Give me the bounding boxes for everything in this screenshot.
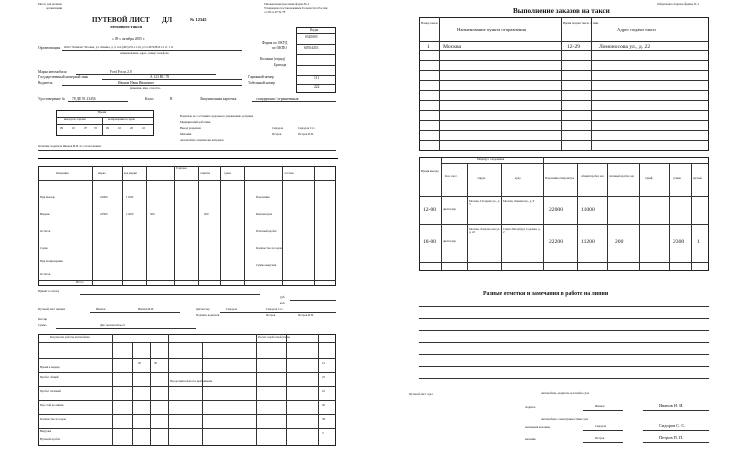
driver-value: Иванов Иван Иванович xyxy=(118,81,154,85)
waybill-back-page xyxy=(395,0,750,454)
route-row-2-odometer: 22200 xyxy=(549,239,563,245)
work-time-departure: выезда из гаража xyxy=(64,117,86,121)
signoff-label-1: подпись xyxy=(525,405,536,409)
route-row-1-km: 11000 xyxy=(581,207,595,213)
tariff-label-1: Показания xyxy=(256,195,270,199)
marks-title: Разные отметки и замечания в работе на линии xyxy=(483,291,609,297)
signoff-block-2: Автомобиль с неисправностями сдал xyxy=(541,417,589,421)
form-approval-label: Утверждена постановлением Госкомстата России xyxy=(264,6,328,10)
form-reference: Оборотная сторона формы № 4 xyxy=(657,2,699,6)
order-row-1-time: 12-29 xyxy=(567,44,581,50)
plate-value: А 123 ВС 78 xyxy=(150,75,170,79)
card-label: Лицензионная карточка xyxy=(200,97,237,101)
route-col-odometer: Показания спидометра xyxy=(545,176,575,180)
orders-title: Выполнение заказов на такси xyxy=(513,7,610,15)
work-time-v5: 09 xyxy=(106,126,109,130)
card-value: стандартная / ограниченная xyxy=(256,97,299,101)
signoff-name-2: Сидоров xyxy=(595,424,607,428)
okud-value: 0345003 xyxy=(305,35,318,39)
route-row-1-to: Москва, Ленина пр., д. 9 xyxy=(503,199,535,203)
orders-col-number: Номер заказа xyxy=(421,21,438,25)
closing-name-1: Иванов xyxy=(96,307,106,311)
fuel-value-2: 11100 xyxy=(126,195,134,199)
work-time-header: Время xyxy=(98,110,107,114)
route-row-1-from: Москва, Гагарина ул., д. 3 xyxy=(469,199,500,207)
fuel-value-5: 500 xyxy=(150,212,155,216)
orders-col-address: Адрес подачи такси xyxy=(617,27,656,32)
driver-hint: фамилия, имя, отчество xyxy=(130,86,161,90)
cashier-label: Кассир xyxy=(38,317,48,321)
results-row-7: Нулевой пробег xyxy=(40,437,61,441)
plate-label: Государственный номерной знак xyxy=(38,75,89,79)
totals-label: Итого xyxy=(76,280,84,284)
signoff-full-3: Петров П. П. xyxy=(659,435,684,440)
signoff-left-label: Путевой лист сдал xyxy=(409,392,433,396)
fuel-col-fuel: Горючее xyxy=(176,166,187,170)
okpo-value: 60554453 xyxy=(304,46,319,50)
route-col-from: откуда xyxy=(477,176,486,180)
car-brand-value: Ford Focus 2.0 xyxy=(110,70,132,74)
results-row-4: Простой на линии xyxy=(40,403,64,407)
accepted-label: Принят к оплате xyxy=(38,289,60,293)
medical-line-3: Выезд разрешен xyxy=(180,126,201,130)
work-time-v8: 10 xyxy=(142,126,145,130)
route-col-passengers: Кол. пасс. xyxy=(445,174,458,178)
signature-4: Петров П.П. xyxy=(298,132,314,136)
amount-value: Две тысячи пятьсот xyxy=(100,323,126,327)
organization-label: Организация xyxy=(38,45,61,50)
sum-kop-label: коп. xyxy=(280,301,286,305)
amount-label: Сумма xyxy=(38,323,47,327)
route-table xyxy=(419,157,709,271)
results-value-8: 30 xyxy=(154,361,157,365)
results-row-1: Время в наряде xyxy=(40,365,60,369)
fuel-col-code: код марки xyxy=(124,171,137,175)
stamp-place-label: Место для штампа xyxy=(38,2,62,6)
route-col-route: Маршрут следования xyxy=(477,157,505,161)
fuel-value-1: 22000 xyxy=(100,195,108,199)
order-row-1-address: Ломоносова ул., д. 22 xyxy=(599,44,651,50)
tab-number-label: Табельный номер xyxy=(248,81,275,85)
signature-1: Сидоров xyxy=(272,126,284,130)
column-label: Колонна (отряд) xyxy=(260,57,285,61)
order-row-1-number: 1 xyxy=(427,44,430,50)
codes-header: Коды xyxy=(310,28,319,32)
document-series: ДЛ xyxy=(162,16,173,24)
signoff-block-1: Автомобиль, водитель и пломбы сдал xyxy=(541,391,590,395)
tariff-label-5: Сумма выручки xyxy=(256,263,277,267)
fuel-col-mark: отметка xyxy=(200,171,211,175)
results-value-7: 20 xyxy=(138,361,141,365)
results-row-5: Количество посадок xyxy=(40,417,66,421)
orders-col-time: Время подачи такси, ч. мин. xyxy=(563,21,599,25)
closing-name-4: Сидоров С.С. xyxy=(266,307,284,311)
signoff-name-1: Иванов xyxy=(595,404,605,408)
tariff-label-3: Платный пробег xyxy=(256,229,277,233)
fuel-row-6: Остаток xyxy=(40,272,51,276)
closing-dispatcher-label: Диспетчер xyxy=(196,307,210,311)
fuel-col-brand: марка xyxy=(98,171,106,175)
work-time-v1: 09 xyxy=(60,126,63,130)
results-value-3: 10 xyxy=(322,389,325,393)
salary-header: Расчет заработной платы xyxy=(258,335,290,339)
results-value-4: 20 xyxy=(322,403,325,407)
class-label: Класс xyxy=(145,97,154,101)
garage-number-value: 111 xyxy=(314,76,320,80)
route-col-tariff: тариф xyxy=(645,176,653,180)
organization-value: ООО "Клинаж" Москва, ул. Ленина, д. 3, тел.(495)155-11-10, р/сч 40702810 12 11 1 11 xyxy=(64,45,174,49)
fuel-col-operation: Операция xyxy=(56,171,69,175)
garage-number-label: Гаражный номер xyxy=(248,75,274,79)
fuel-row-4: Сдано xyxy=(40,246,48,250)
results-row-2: Пробег общий xyxy=(40,375,59,379)
driver-signature-label: Подпись водителя xyxy=(196,313,220,317)
form-approval-date: от 28.11.97 № 78 xyxy=(264,10,286,14)
route-row-2-km: 11200 xyxy=(581,239,595,245)
sum-rub-label: руб. xyxy=(280,295,286,299)
route-col-time: Время выезда xyxy=(421,169,439,173)
signoff-full-1: Иванов И. И. xyxy=(659,403,684,408)
results-row-3: Пробег платный xyxy=(40,389,61,393)
closing-name-2: Иванов И.И. xyxy=(138,307,154,311)
work-time-v7: 20 xyxy=(130,126,133,130)
work-time-v6: 10 xyxy=(118,126,121,130)
class-value: B xyxy=(170,97,173,101)
document-date: « 09 » октября 2005 г. xyxy=(112,37,145,41)
results-value-2: 25 xyxy=(322,375,325,379)
results-row-6: Выручка xyxy=(40,429,52,433)
closing-accepted-label: Путевой лист принял xyxy=(38,307,66,311)
fuel-value-4: 11200 xyxy=(126,212,134,216)
results-table xyxy=(38,334,336,446)
dispatcher-line: Отметки: водитель Иванов И.И. по согласованию xyxy=(38,144,102,148)
okpo-label: по ОКПО xyxy=(272,46,287,50)
results-value-6: 3 xyxy=(322,431,324,435)
driver-label: Водитель xyxy=(38,81,53,85)
license-value: 78 ДЕ 91 23456 xyxy=(72,97,96,101)
form-type-label: Типовая межотраслевая форма № 4 xyxy=(264,2,310,6)
medical-line-5: Автомобиль технически исправен xyxy=(180,138,224,142)
medical-line-2: Медицинский работник xyxy=(180,120,211,124)
signoff-full-2: Сидоров С. С. xyxy=(659,423,686,428)
work-time-return: возвращения в гараж xyxy=(108,117,135,121)
results-sub: Продолжительность пребывания xyxy=(170,379,212,383)
results-value-1: 12 xyxy=(322,361,325,365)
document-subtitle: легкового такси xyxy=(110,24,142,29)
fuel-value-6: 200 xyxy=(204,212,209,216)
medical-line-4: Механик xyxy=(180,132,192,136)
signoff-name-3: Петров xyxy=(595,436,605,440)
fuel-col-rest: остаток xyxy=(284,171,294,175)
document-title: ПУТЕВОЙ ЛИСТ xyxy=(92,16,150,24)
brigade-label: Бригада xyxy=(274,63,287,67)
work-time-v2: 10 xyxy=(72,126,75,130)
tab-number-value: 222 xyxy=(314,85,320,89)
route-col-to: куда xyxy=(515,176,521,180)
route-col-total-km: общий пробег, км xyxy=(581,174,604,178)
results-header: Результаты работы автомобиля xyxy=(50,335,90,339)
route-row-2-sum: 2300 xyxy=(673,239,685,245)
route-row-2-from: Москва, Ломоносова ул., д. 22 xyxy=(469,227,501,235)
route-row-1-odometer: 22000 xyxy=(549,207,563,213)
route-col-other: прочие xyxy=(693,176,702,180)
fuel-row-1: При выезде xyxy=(40,195,55,199)
fuel-row-3: Остаток xyxy=(40,229,51,233)
route-row-2-to: Санкт-Петербург, Садовая, д. 2 xyxy=(503,227,541,235)
route-col-paid-km: платный пробег, км xyxy=(609,174,634,178)
route-row-1-time: 12-00 xyxy=(423,207,437,213)
organization-hint: наименование, адрес, номер телефона xyxy=(120,51,169,55)
closing-name-6: Петров П.П. xyxy=(298,313,314,317)
route-col-sum: сумма xyxy=(673,176,681,180)
closing-name-5: Петров xyxy=(266,313,276,317)
fuel-value-3: 22500 xyxy=(100,212,108,216)
signature-2: Сидоров С.С. xyxy=(298,126,316,130)
license-label: Удостоверение № xyxy=(38,97,66,101)
work-time-v3: 07 xyxy=(84,126,87,130)
route-row-1-who: диспетчер xyxy=(443,207,457,211)
fuel-row-5: При возвращении xyxy=(40,259,63,263)
document-number: № 12345 xyxy=(190,17,207,22)
signature-3: Петров xyxy=(272,132,282,136)
medical-line-1: Водитель по состоянию здоровья к управлению допущен xyxy=(180,114,254,118)
signoff-label-3: механик xyxy=(525,437,536,441)
signoff-label-2: начальник колонны xyxy=(525,425,550,429)
route-row-2-extra: 1 xyxy=(697,239,700,245)
route-row-2-time: 18-00 xyxy=(423,239,437,245)
fuel-row-2: Выдано xyxy=(40,212,50,216)
closing-name-3: Сидоров xyxy=(226,307,238,311)
order-row-1-point: Москва xyxy=(443,44,462,50)
car-brand-label: Марка автомобиля xyxy=(38,70,67,74)
route-row-2-paid: 200 xyxy=(615,239,624,245)
results-value-5: 36 xyxy=(322,417,325,421)
route-row-2-who: диспетчер xyxy=(443,239,457,243)
fuel-table xyxy=(38,166,336,286)
work-time-v4: 55 xyxy=(94,126,97,130)
orders-col-point: Наименование пункта отправления xyxy=(457,27,526,32)
okud-label: Форма по ОКУД xyxy=(262,41,288,45)
organization-stamp-label: организации xyxy=(46,6,63,10)
fuel-col-handed: сдано xyxy=(224,171,232,175)
tariff-label-4: Количество посадок xyxy=(256,246,282,250)
tariff-label-2: Километраж xyxy=(256,212,273,216)
